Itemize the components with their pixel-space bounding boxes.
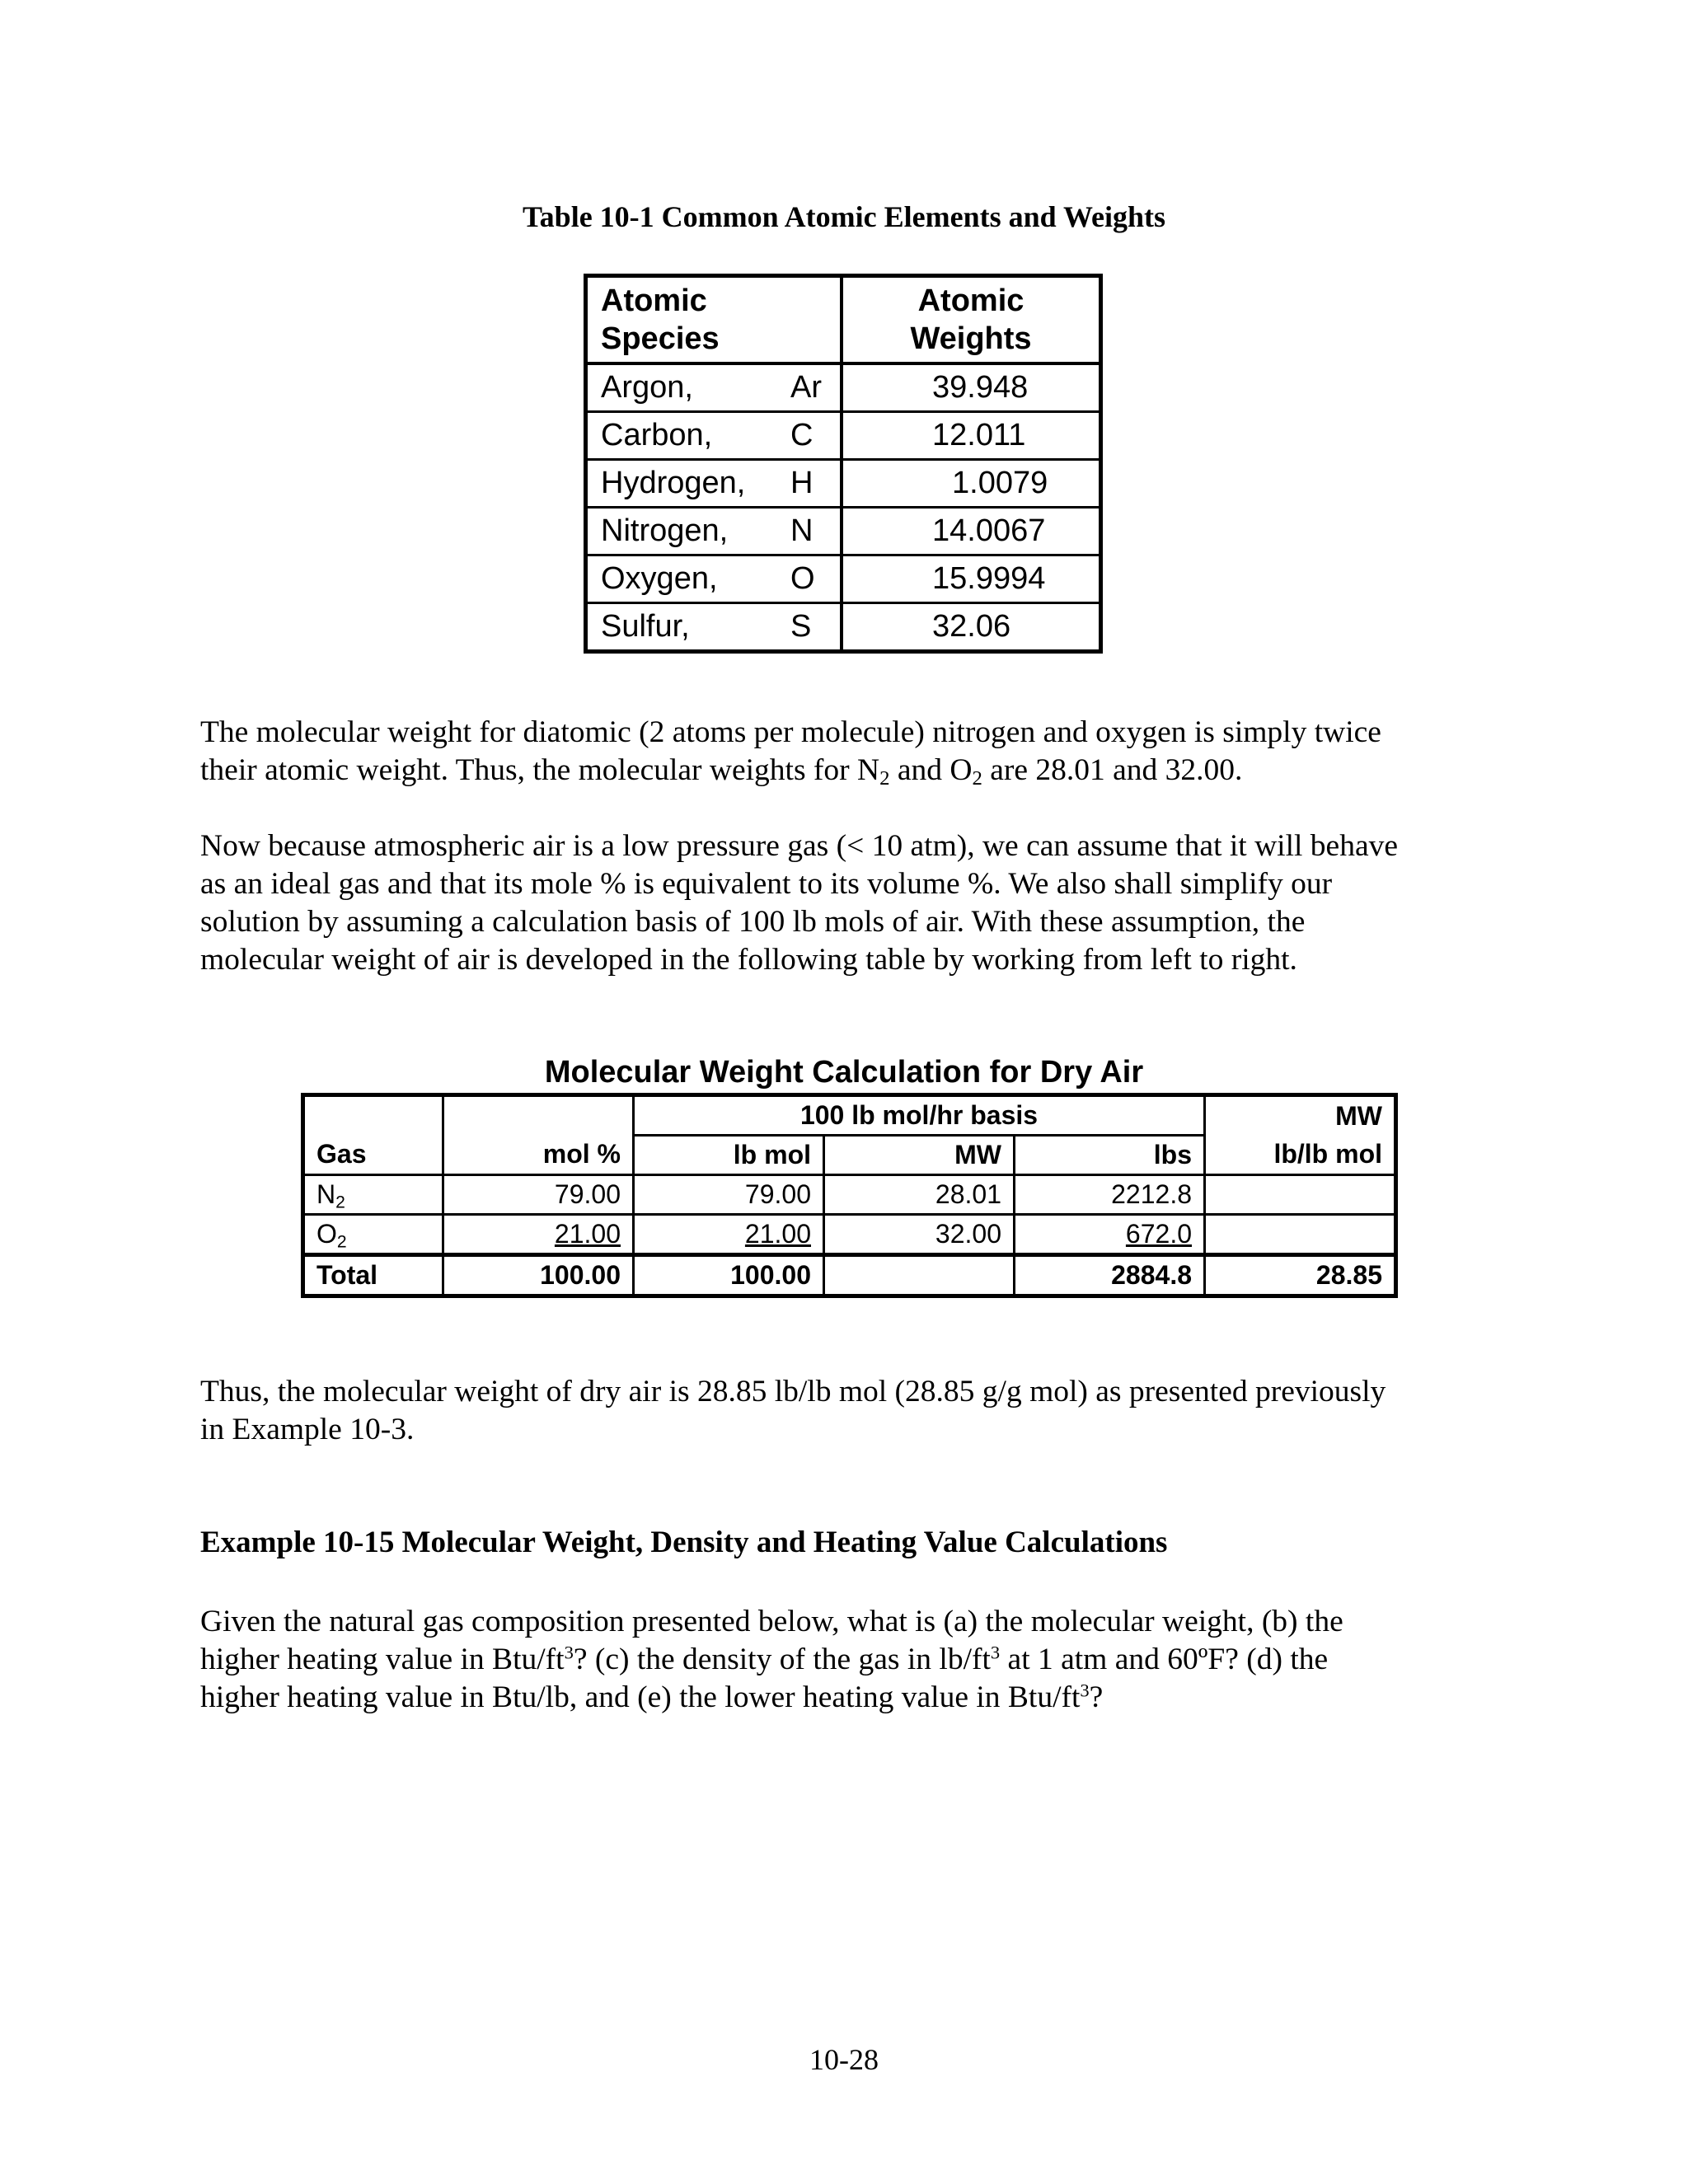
table-title: Table 10-1 Common Atomic Elements and Weights bbox=[522, 200, 1166, 233]
element-weight: 15.9994 bbox=[842, 555, 1101, 603]
table-row bbox=[586, 412, 1101, 460]
table-header-row bbox=[303, 1136, 1396, 1175]
text-line: in Example 10-3. bbox=[200, 1413, 415, 1446]
text-line: Thus, the molecular weight of dry air is 28.85 lb/lb mol (28.85 g/g mol) as presented previously bbox=[200, 1375, 1386, 1408]
element-symbol: Ar bbox=[790, 370, 822, 405]
lb-mol-value: 79.00 bbox=[634, 1175, 824, 1215]
element-symbol: O bbox=[790, 561, 815, 596]
text-line: Given the natural gas composition presented below, what is (a) the molecular weight, (b) the bbox=[200, 1605, 1343, 1638]
element-name: Sulfur, bbox=[601, 609, 690, 644]
element-name: Argon, bbox=[601, 370, 693, 405]
table-row bbox=[303, 1215, 1396, 1255]
atomic-weights-table bbox=[584, 274, 1103, 654]
header-cell-empty bbox=[303, 1095, 443, 1136]
header-lb-mol: lb mol bbox=[634, 1136, 824, 1175]
element-symbol: S bbox=[790, 609, 812, 644]
mw-value: 32.00 bbox=[824, 1215, 1015, 1255]
text-line: higher heating value in Btu/$ft^3$? (c) the density of the gas in $lb/ft^3$ at 1 atm and 60ºF? (d) the bbox=[200, 1642, 1329, 1676]
element-name: Hydrogen, bbox=[601, 466, 746, 500]
header-mol-pct: mol % bbox=[443, 1136, 634, 1175]
mw-unit-value bbox=[1205, 1175, 1396, 1215]
element-weight: 12.011 bbox=[842, 412, 1101, 460]
text-line: solution by assuming a calculation basis of 100 lb mols of air. With these assumption, the bbox=[200, 905, 1306, 939]
total-lbs: 2884.8 bbox=[1015, 1255, 1205, 1296]
table-row bbox=[586, 603, 1101, 652]
total-mol-pct: 100.00 bbox=[443, 1255, 634, 1296]
element-weight: 39.948 bbox=[842, 363, 1101, 412]
header-cell-empty bbox=[443, 1095, 634, 1136]
lb-mol-value: 21.00 bbox=[634, 1215, 824, 1255]
example-heading: Example 10-15 Molecular Weight, Density and Heating Value Calculations bbox=[200, 1526, 1168, 1559]
mw-calculation-table bbox=[301, 1093, 1398, 1298]
header-mw-unit: lb/lb mol bbox=[1205, 1136, 1396, 1175]
text-line: their atomic weight. Thus, the molecular weights for $N_2$ and $O_2$ are 28.01 and 32.00. bbox=[200, 753, 1243, 790]
element-symbol: C bbox=[790, 418, 814, 452]
paragraph-conclusion bbox=[200, 1373, 1503, 1449]
total-mw: 28.85 bbox=[1205, 1255, 1396, 1296]
table-header-row bbox=[303, 1095, 1396, 1136]
header-gas: Gas bbox=[303, 1136, 443, 1175]
element-weight: 1.0079 bbox=[842, 460, 1101, 508]
table-row bbox=[586, 460, 1101, 508]
total-label: Total bbox=[303, 1255, 443, 1296]
text-line: The molecular weight for diatomic (2 atoms per molecule) nitrogen and oxygen is simply twice bbox=[200, 715, 1381, 749]
element-symbol: N bbox=[790, 513, 814, 548]
table-total-row bbox=[303, 1255, 1396, 1296]
lbs-value: 672.0 bbox=[1015, 1215, 1205, 1255]
total-mw-empty bbox=[824, 1255, 1015, 1296]
page-number: 10-28 bbox=[809, 2043, 879, 2076]
header-atomic-weights: Atomic Weights bbox=[842, 276, 1101, 364]
mol-pct-value: 21.00 bbox=[443, 1215, 634, 1255]
element-name: Carbon, bbox=[601, 418, 713, 452]
paragraph-ideal-gas bbox=[200, 827, 1503, 979]
table-row bbox=[303, 1175, 1396, 1215]
table-header-row bbox=[586, 276, 1101, 364]
paragraph-diatomic bbox=[200, 714, 1503, 790]
text-line: molecular weight of air is developed in the following table by working from left to right. bbox=[200, 943, 1297, 977]
element-weight: 14.0067 bbox=[842, 508, 1101, 555]
header-mw: MW bbox=[824, 1136, 1015, 1175]
total-lb-mol: 100.00 bbox=[634, 1255, 824, 1296]
paragraph-example-question bbox=[200, 1603, 1503, 1717]
header-basis: 100 lb mol/hr basis bbox=[634, 1095, 1205, 1136]
mol-pct-value: 79.00 bbox=[443, 1175, 634, 1215]
gas-name: $O_2$ bbox=[303, 1215, 443, 1255]
header-mw-top: MW bbox=[1205, 1095, 1396, 1136]
element-weight: 32.06 bbox=[842, 603, 1101, 652]
text-line: higher heating value in Btu/lb, and (e) the lower heating value in Btu/$ft^3$? bbox=[200, 1680, 1104, 1714]
header-atomic-species: Atomic Species bbox=[586, 276, 842, 364]
text-line: Now because atmospheric air is a low pressure gas (< 10 atm), we can assume that it will behave bbox=[200, 829, 1398, 863]
table-row bbox=[586, 508, 1101, 555]
table-row bbox=[586, 363, 1101, 412]
text-line: as an ideal gas and that its mole % is equivalent to its volume %. We also shall simplify our bbox=[200, 867, 1333, 901]
header-lbs: lbs bbox=[1015, 1136, 1205, 1175]
element-name: Oxygen, bbox=[601, 561, 718, 596]
element-name: Nitrogen, bbox=[601, 513, 729, 548]
lbs-value: 2212.8 bbox=[1015, 1175, 1205, 1215]
mw-table-title: Molecular Weight Calculation for Dry Air bbox=[544, 1055, 1144, 1090]
mw-unit-value bbox=[1205, 1215, 1396, 1255]
element-symbol: H bbox=[790, 466, 814, 500]
mw-value: 28.01 bbox=[824, 1175, 1015, 1215]
gas-name: $N_2$ bbox=[303, 1175, 443, 1215]
table-row bbox=[586, 555, 1101, 603]
